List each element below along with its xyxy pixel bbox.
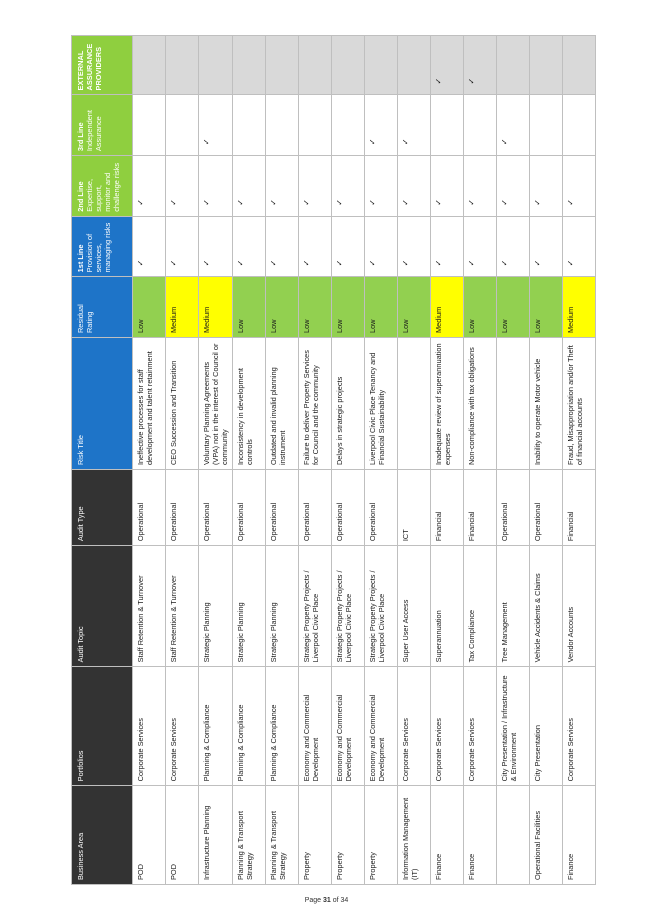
- cell-1st-line: ✓: [299, 216, 332, 277]
- cell-portfolio: Corporate Services: [464, 667, 497, 786]
- cell-residual-rating: Medium: [563, 277, 596, 338]
- header-2nd-line-desc: Expertise, support, monitor and challenge risks: [85, 162, 121, 212]
- table-row: [497, 36, 530, 885]
- cell-risk-title: CEO Succession and Transition: [166, 338, 199, 470]
- table-row: [332, 36, 365, 885]
- header-residual-rating: Residual Rating: [72, 277, 133, 338]
- cell-external: [133, 36, 166, 95]
- header-audit-type: Audit Type: [72, 470, 133, 546]
- header-3rd-line-title: 3rd Line: [76, 122, 85, 152]
- header-portfolios: Portfolios: [72, 667, 133, 786]
- cell-2nd-line: ✓: [464, 156, 497, 217]
- cell-risk-title: Voluntary Planning Agreements (VPA) not in the interest of Council or community: [199, 338, 233, 470]
- cell-portfolio: Corporate Services: [133, 667, 166, 786]
- cell-external: [166, 36, 199, 95]
- cell-audit-type: Operational: [332, 470, 365, 546]
- cell-residual-rating: Low: [530, 277, 563, 338]
- table-row: [431, 36, 464, 885]
- cell-3rd-line: [233, 95, 266, 156]
- cell-residual-rating: Low: [365, 277, 398, 338]
- cell-2nd-line: ✓: [199, 156, 233, 217]
- cell-audit-topic: Strategic Property Projects / Liverpool Civic Place: [365, 546, 398, 667]
- cell-audit-topic: Vendor Accounts: [563, 546, 596, 667]
- cell-1st-line: ✓: [233, 216, 266, 277]
- cell-business-area: Finance: [464, 786, 497, 885]
- cell-1st-line: ✓: [464, 216, 497, 277]
- cell-2nd-line: ✓: [133, 156, 166, 217]
- audit-plan-table-rotated: [71, 35, 584, 885]
- cell-risk-title: Inconsistency in development controls: [233, 338, 266, 470]
- table-row: [133, 36, 166, 885]
- cell-residual-rating: Medium: [166, 277, 199, 338]
- header-1st-line-desc: Provision of services, managing risks: [85, 222, 112, 273]
- cell-residual-rating: Low: [332, 277, 365, 338]
- cell-3rd-line: [332, 95, 365, 156]
- cell-business-area: Operational Facilities: [530, 786, 563, 885]
- cell-residual-rating: Low: [133, 277, 166, 338]
- cell-audit-type: Operational: [133, 470, 166, 546]
- cell-business-area: Information Management (IT): [398, 786, 431, 885]
- cell-2nd-line: ✓: [365, 156, 398, 217]
- cell-business-area: Infrastructure Planning: [199, 786, 233, 885]
- cell-risk-title: Inadequate review of superannuation expenses: [431, 338, 464, 470]
- cell-business-area: Property: [365, 786, 398, 885]
- cell-portfolio: Economy and Commercial Development: [299, 667, 332, 786]
- cell-risk-title: Liverpool Civic Place Tenancy and Financial Sustainability: [365, 338, 398, 470]
- cell-business-area: Planning & Transport Strategy: [233, 786, 266, 885]
- cell-business-area: Property: [299, 786, 332, 885]
- cell-risk-title: Inability to operate Motor vehicle: [530, 338, 563, 470]
- cell-audit-type: Operational: [365, 470, 398, 546]
- cell-2nd-line: ✓: [233, 156, 266, 217]
- cell-audit-topic: Tax Compliance: [464, 546, 497, 667]
- header-business-area: Business Area: [72, 786, 133, 885]
- cell-audit-topic: Superannuation: [431, 546, 464, 667]
- cell-portfolio: Corporate Services: [431, 667, 464, 786]
- cell-residual-rating: Medium: [431, 277, 464, 338]
- cell-audit-type: Financial: [431, 470, 464, 546]
- cell-audit-type: ICT: [398, 470, 431, 546]
- table-row: [199, 36, 233, 885]
- cell-external: [332, 36, 365, 95]
- cell-1st-line: ✓: [530, 216, 563, 277]
- cell-audit-type: Operational: [497, 470, 530, 546]
- cell-audit-topic: Strategic Property Projects / Liverpool Civic Place: [299, 546, 332, 667]
- cell-audit-type: Operational: [530, 470, 563, 546]
- cell-1st-line: ✓: [166, 216, 199, 277]
- cell-portfolio: Corporate Services: [398, 667, 431, 786]
- cell-residual-rating: Low: [266, 277, 299, 338]
- cell-audit-type: Financial: [464, 470, 497, 546]
- cell-external: [497, 36, 530, 95]
- header-risk-title: Risk Title: [72, 338, 133, 470]
- cell-external: ✓: [431, 36, 464, 95]
- cell-3rd-line: [166, 95, 199, 156]
- cell-3rd-line: ✓: [365, 95, 398, 156]
- cell-risk-title: Failure to deliver Property Services for Council and the community: [299, 338, 332, 470]
- cell-external: [398, 36, 431, 95]
- cell-audit-topic: Super User Access: [398, 546, 431, 667]
- cell-portfolio: Economy and Commercial Development: [365, 667, 398, 786]
- cell-external: [563, 36, 596, 95]
- cell-1st-line: ✓: [133, 216, 166, 277]
- cell-audit-type: Operational: [199, 470, 233, 546]
- header-external-assurance: EXTERNAL ASSURANCE PROVIDERS: [72, 36, 133, 95]
- table-row: [299, 36, 332, 885]
- cell-business-area: POD: [166, 786, 199, 885]
- table-row: [233, 36, 266, 885]
- header-1st-line: [72, 216, 133, 277]
- cell-audit-type: Operational: [233, 470, 266, 546]
- cell-residual-rating: Low: [398, 277, 431, 338]
- cell-audit-type: Operational: [166, 470, 199, 546]
- cell-audit-topic: Strategic Planning: [266, 546, 299, 667]
- cell-business-area: POD: [133, 786, 166, 885]
- cell-portfolio: Planning & Compliance: [233, 667, 266, 786]
- cell-audit-type: Operational: [266, 470, 299, 546]
- cell-portfolio: City Presentation: [530, 667, 563, 786]
- cell-risk-title: Non-compliance with tax obligations: [464, 338, 497, 470]
- cell-1st-line: ✓: [497, 216, 530, 277]
- cell-risk-title: [398, 338, 431, 470]
- cell-2nd-line: ✓: [398, 156, 431, 217]
- cell-2nd-line: ✓: [266, 156, 299, 217]
- table-header-row: [72, 36, 133, 885]
- page-number: [0, 897, 653, 904]
- cell-portfolio: Planning & Compliance: [266, 667, 299, 786]
- cell-external: [365, 36, 398, 95]
- cell-3rd-line: [266, 95, 299, 156]
- cell-residual-rating: Low: [233, 277, 266, 338]
- cell-2nd-line: ✓: [431, 156, 464, 217]
- table-row: [365, 36, 398, 885]
- header-2nd-line-title: 2nd Line: [76, 181, 85, 212]
- header-audit-topic: Audit Topic: [72, 546, 133, 667]
- table-row: [464, 36, 497, 885]
- cell-audit-topic: Strategic Planning: [233, 546, 266, 667]
- cell-3rd-line: [563, 95, 596, 156]
- header-3rd-line-desc: Independent Assurance: [85, 110, 103, 152]
- cell-external: [233, 36, 266, 95]
- cell-portfolio: Economy and Commercial Development: [332, 667, 365, 786]
- page-prefix: Page: [304, 897, 323, 904]
- cell-audit-topic: Strategic Property Projects / Liverpool Civic Place: [332, 546, 365, 667]
- cell-3rd-line: [431, 95, 464, 156]
- table-row: [563, 36, 596, 885]
- cell-business-area: [497, 786, 530, 885]
- cell-audit-type: Financial: [563, 470, 596, 546]
- cell-residual-rating: Low: [299, 277, 332, 338]
- cell-residual-rating: Low: [464, 277, 497, 338]
- cell-audit-type: Operational: [299, 470, 332, 546]
- cell-2nd-line: ✓: [530, 156, 563, 217]
- cell-business-area: Planning & Transport Strategy: [266, 786, 299, 885]
- cell-residual-rating: Medium: [199, 277, 233, 338]
- cell-3rd-line: ✓: [398, 95, 431, 156]
- cell-3rd-line: [530, 95, 563, 156]
- table-row: [398, 36, 431, 885]
- header-1st-line-title: 1st Line: [76, 244, 85, 273]
- cell-audit-topic: Vehicle Accidents & Claims: [530, 546, 563, 667]
- cell-1st-line: ✓: [332, 216, 365, 277]
- cell-external: ✓: [464, 36, 497, 95]
- header-2nd-line: [72, 156, 133, 217]
- table-row: [166, 36, 199, 885]
- cell-3rd-line: ✓: [199, 95, 233, 156]
- cell-audit-topic: Staff Retention & Turnover: [133, 546, 166, 667]
- cell-risk-title: Ineffective processes for staff development and talent retainment: [133, 338, 166, 470]
- cell-audit-topic: Tree Management: [497, 546, 530, 667]
- cell-2nd-line: ✓: [299, 156, 332, 217]
- cell-audit-topic: Strategic Planning: [199, 546, 233, 667]
- cell-business-area: Finance: [563, 786, 596, 885]
- cell-external: [266, 36, 299, 95]
- cell-2nd-line: ✓: [166, 156, 199, 217]
- cell-3rd-line: [299, 95, 332, 156]
- audit-plan-table: [71, 35, 596, 885]
- page-current: 31: [322, 897, 331, 904]
- cell-risk-title: Fraud, Misappropriation and/or Theft of financial accounts: [563, 338, 596, 470]
- cell-portfolio: Planning & Compliance: [199, 667, 233, 786]
- cell-1st-line: ✓: [563, 216, 596, 277]
- cell-business-area: Property: [332, 786, 365, 885]
- cell-1st-line: ✓: [266, 216, 299, 277]
- cell-external: [199, 36, 233, 95]
- cell-1st-line: ✓: [398, 216, 431, 277]
- cell-external: [530, 36, 563, 95]
- cell-portfolio: Corporate Services: [166, 667, 199, 786]
- cell-business-area: Finance: [431, 786, 464, 885]
- cell-risk-title: [497, 338, 530, 470]
- table-row: [266, 36, 299, 885]
- cell-portfolio: City Presentation / Infrastructure & Environment: [497, 667, 530, 786]
- table-row: [530, 36, 563, 885]
- cell-2nd-line: ✓: [563, 156, 596, 217]
- cell-3rd-line: [133, 95, 166, 156]
- header-3rd-line: [72, 95, 133, 156]
- cell-risk-title: Outdated and invalid planning instrument: [266, 338, 299, 470]
- table-body: [133, 36, 596, 885]
- cell-1st-line: ✓: [199, 216, 233, 277]
- cell-2nd-line: ✓: [332, 156, 365, 217]
- cell-3rd-line: [464, 95, 497, 156]
- cell-audit-topic: Staff Retention & Turnover: [166, 546, 199, 667]
- cell-residual-rating: Low: [497, 277, 530, 338]
- cell-risk-title: Delays in strategic projects: [332, 338, 365, 470]
- cell-1st-line: ✓: [365, 216, 398, 277]
- page-total: 34: [340, 897, 349, 904]
- cell-1st-line: ✓: [431, 216, 464, 277]
- page-of: of: [330, 897, 341, 904]
- cell-3rd-line: ✓: [497, 95, 530, 156]
- cell-2nd-line: ✓: [497, 156, 530, 217]
- cell-external: [299, 36, 332, 95]
- cell-portfolio: Corporate Services: [563, 667, 596, 786]
